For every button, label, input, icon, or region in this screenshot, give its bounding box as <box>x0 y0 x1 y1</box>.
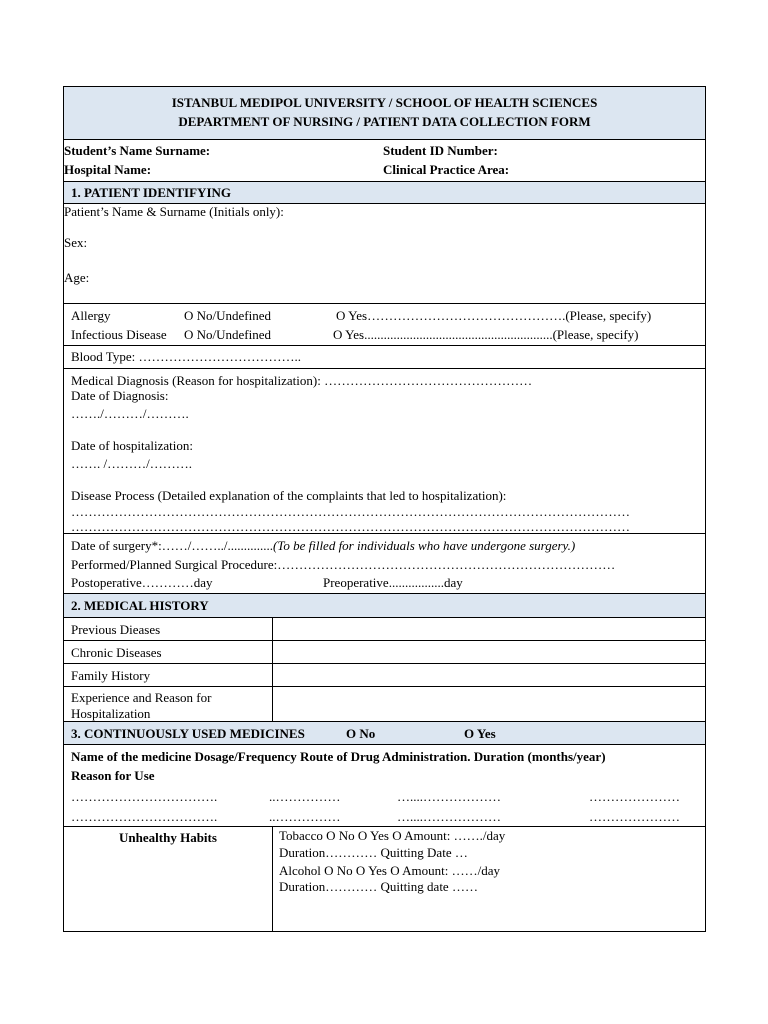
medicine-row-2-name: ……………………………. <box>71 809 218 824</box>
form-header <box>64 87 705 140</box>
history-row-divider-1 <box>64 640 705 641</box>
allergy-label: Allergy <box>71 308 111 323</box>
allergy-no-option: O No/Undefined <box>184 308 272 323</box>
diagnosis-date-label: Date of Diagnosis: <box>71 388 169 403</box>
sex-label: Sex: <box>64 235 88 250</box>
unhealthy-habits-section <box>64 827 705 931</box>
history-column-divider <box>272 618 273 721</box>
header-line-2: DEPARTMENT OF NURSING / PATIENT DATA COLLECTION FORM <box>178 114 591 129</box>
history-row-divider-3 <box>64 686 705 687</box>
postoperative-label: Postoperative…………day <box>71 575 213 590</box>
history-row-divider-2 <box>64 663 705 664</box>
allergy-section <box>64 304 705 346</box>
allergy-yes-option: O Yes……………………………………….(Please, specify) <box>336 308 652 323</box>
infectious-label: Infectious Disease <box>71 327 167 342</box>
blood-type-label: Blood Type: ……………………………….. <box>71 349 301 364</box>
patient-data-form <box>63 86 706 932</box>
section-3-title: 3. CONTINUOUSLY USED MEDICINES <box>71 726 305 741</box>
blood-type-section <box>64 346 705 369</box>
clinical-area-label: Clinical Practice Area: <box>383 162 510 177</box>
diagnosis-section <box>64 369 705 534</box>
surgery-section <box>64 534 705 594</box>
medicines-column-headers: Name of the medicine Dosage/Frequency Route of Drug Administration. Duration (months/year) <box>71 749 606 764</box>
section-1-title: 1. PATIENT IDENTIFYING <box>71 185 231 200</box>
medicine-row-1-dosage: ..…………… <box>269 789 341 804</box>
diagnosis-date-value: ……./………/………. <box>71 406 189 421</box>
student-info <box>64 140 705 182</box>
medicine-row-1-duration: ………………… <box>589 789 680 804</box>
alcohol-line-2: Duration………… Quitting date …… <box>279 879 478 894</box>
hospital-name-label: Hospital Name: <box>64 162 152 177</box>
section-1-header <box>64 182 705 204</box>
disease-process-dots-2: ………………………………………………………………………………………………………………… <box>71 519 630 534</box>
tobacco-line-2: Duration………… Quitting Date … <box>279 845 468 860</box>
patient-identifying <box>64 204 705 304</box>
medicines-table <box>64 745 705 827</box>
history-row-experience: Experience and Reason for <box>71 690 212 705</box>
medicine-row-1-route: …....……………… <box>397 789 501 804</box>
infectious-no-option: O No/Undefined <box>184 327 272 342</box>
medical-diagnosis-label: Medical Diagnosis (Reason for hospitalization): ………………………………………… <box>71 373 533 388</box>
surgery-date-text: Date of surgery*:……/……../.............. <box>71 538 273 553</box>
disease-process-label: Disease Process (Detailed explanation of the complaints that led to hospitalization): <box>71 488 507 503</box>
alcohol-line-1: Alcohol O No O Yes O Amount: ……/day <box>279 863 501 878</box>
medicines-yes-option: O Yes <box>464 726 496 741</box>
reason-for-use-header: Reason for Use <box>71 768 155 783</box>
medicine-row-2-route: …....……………… <box>397 809 501 824</box>
disease-process-dots-1: ………………………………………………………………………………………………………………… <box>71 504 630 519</box>
history-row-previous-diseases: Previous Dieases <box>71 622 161 637</box>
student-name-label: Student’s Name Surname: <box>64 143 211 158</box>
unhealthy-habits-title: Unhealthy Habits <box>119 830 217 845</box>
medicines-no-option: O No <box>346 726 376 741</box>
history-row-family-history: Family History <box>71 668 151 683</box>
habits-column-divider <box>272 827 273 931</box>
section-3-header <box>64 722 705 745</box>
infectious-yes-option: O Yes..........................................................(Please, specify) <box>333 327 639 342</box>
history-row-chronic-diseases: Chronic Diseases <box>71 645 162 660</box>
medical-history-table <box>64 618 705 722</box>
age-label: Age: <box>64 270 90 285</box>
hospitalization-date-label: Date of hospitalization: <box>71 438 194 453</box>
surgery-date-note: (To be filled for individuals who have undergone surgery.) <box>272 538 576 553</box>
hospitalization-date-value: ……. /………/………. <box>71 456 192 471</box>
surgical-procedure-label: Performed/Planned Surgical Procedure:…………………………………………………………………… <box>71 557 616 572</box>
student-id-label: Student ID Number: <box>383 143 498 158</box>
medicine-row-2-dosage: ..…………… <box>269 809 341 824</box>
patient-name-label: Patient’s Name & Surname (Initials only): <box>64 204 284 219</box>
section-2-header <box>64 594 705 618</box>
medicine-row-1-name: ……………………………. <box>71 789 218 804</box>
preoperative-label: Preoperative.................day <box>323 575 463 590</box>
medicine-row-2-duration: ………………… <box>589 809 680 824</box>
tobacco-line-1: Tobacco O No O Yes O Amount: ……./day <box>279 828 506 843</box>
surgery-date-label <box>71 539 575 552</box>
history-row-hospitalization: Hospitalization <box>71 706 151 721</box>
header-line-1: ISTANBUL MEDIPOL UNIVERSITY / SCHOOL OF HEALTH SCIENCES <box>171 95 598 110</box>
section-2-title: 2. MEDICAL HISTORY <box>71 598 209 613</box>
